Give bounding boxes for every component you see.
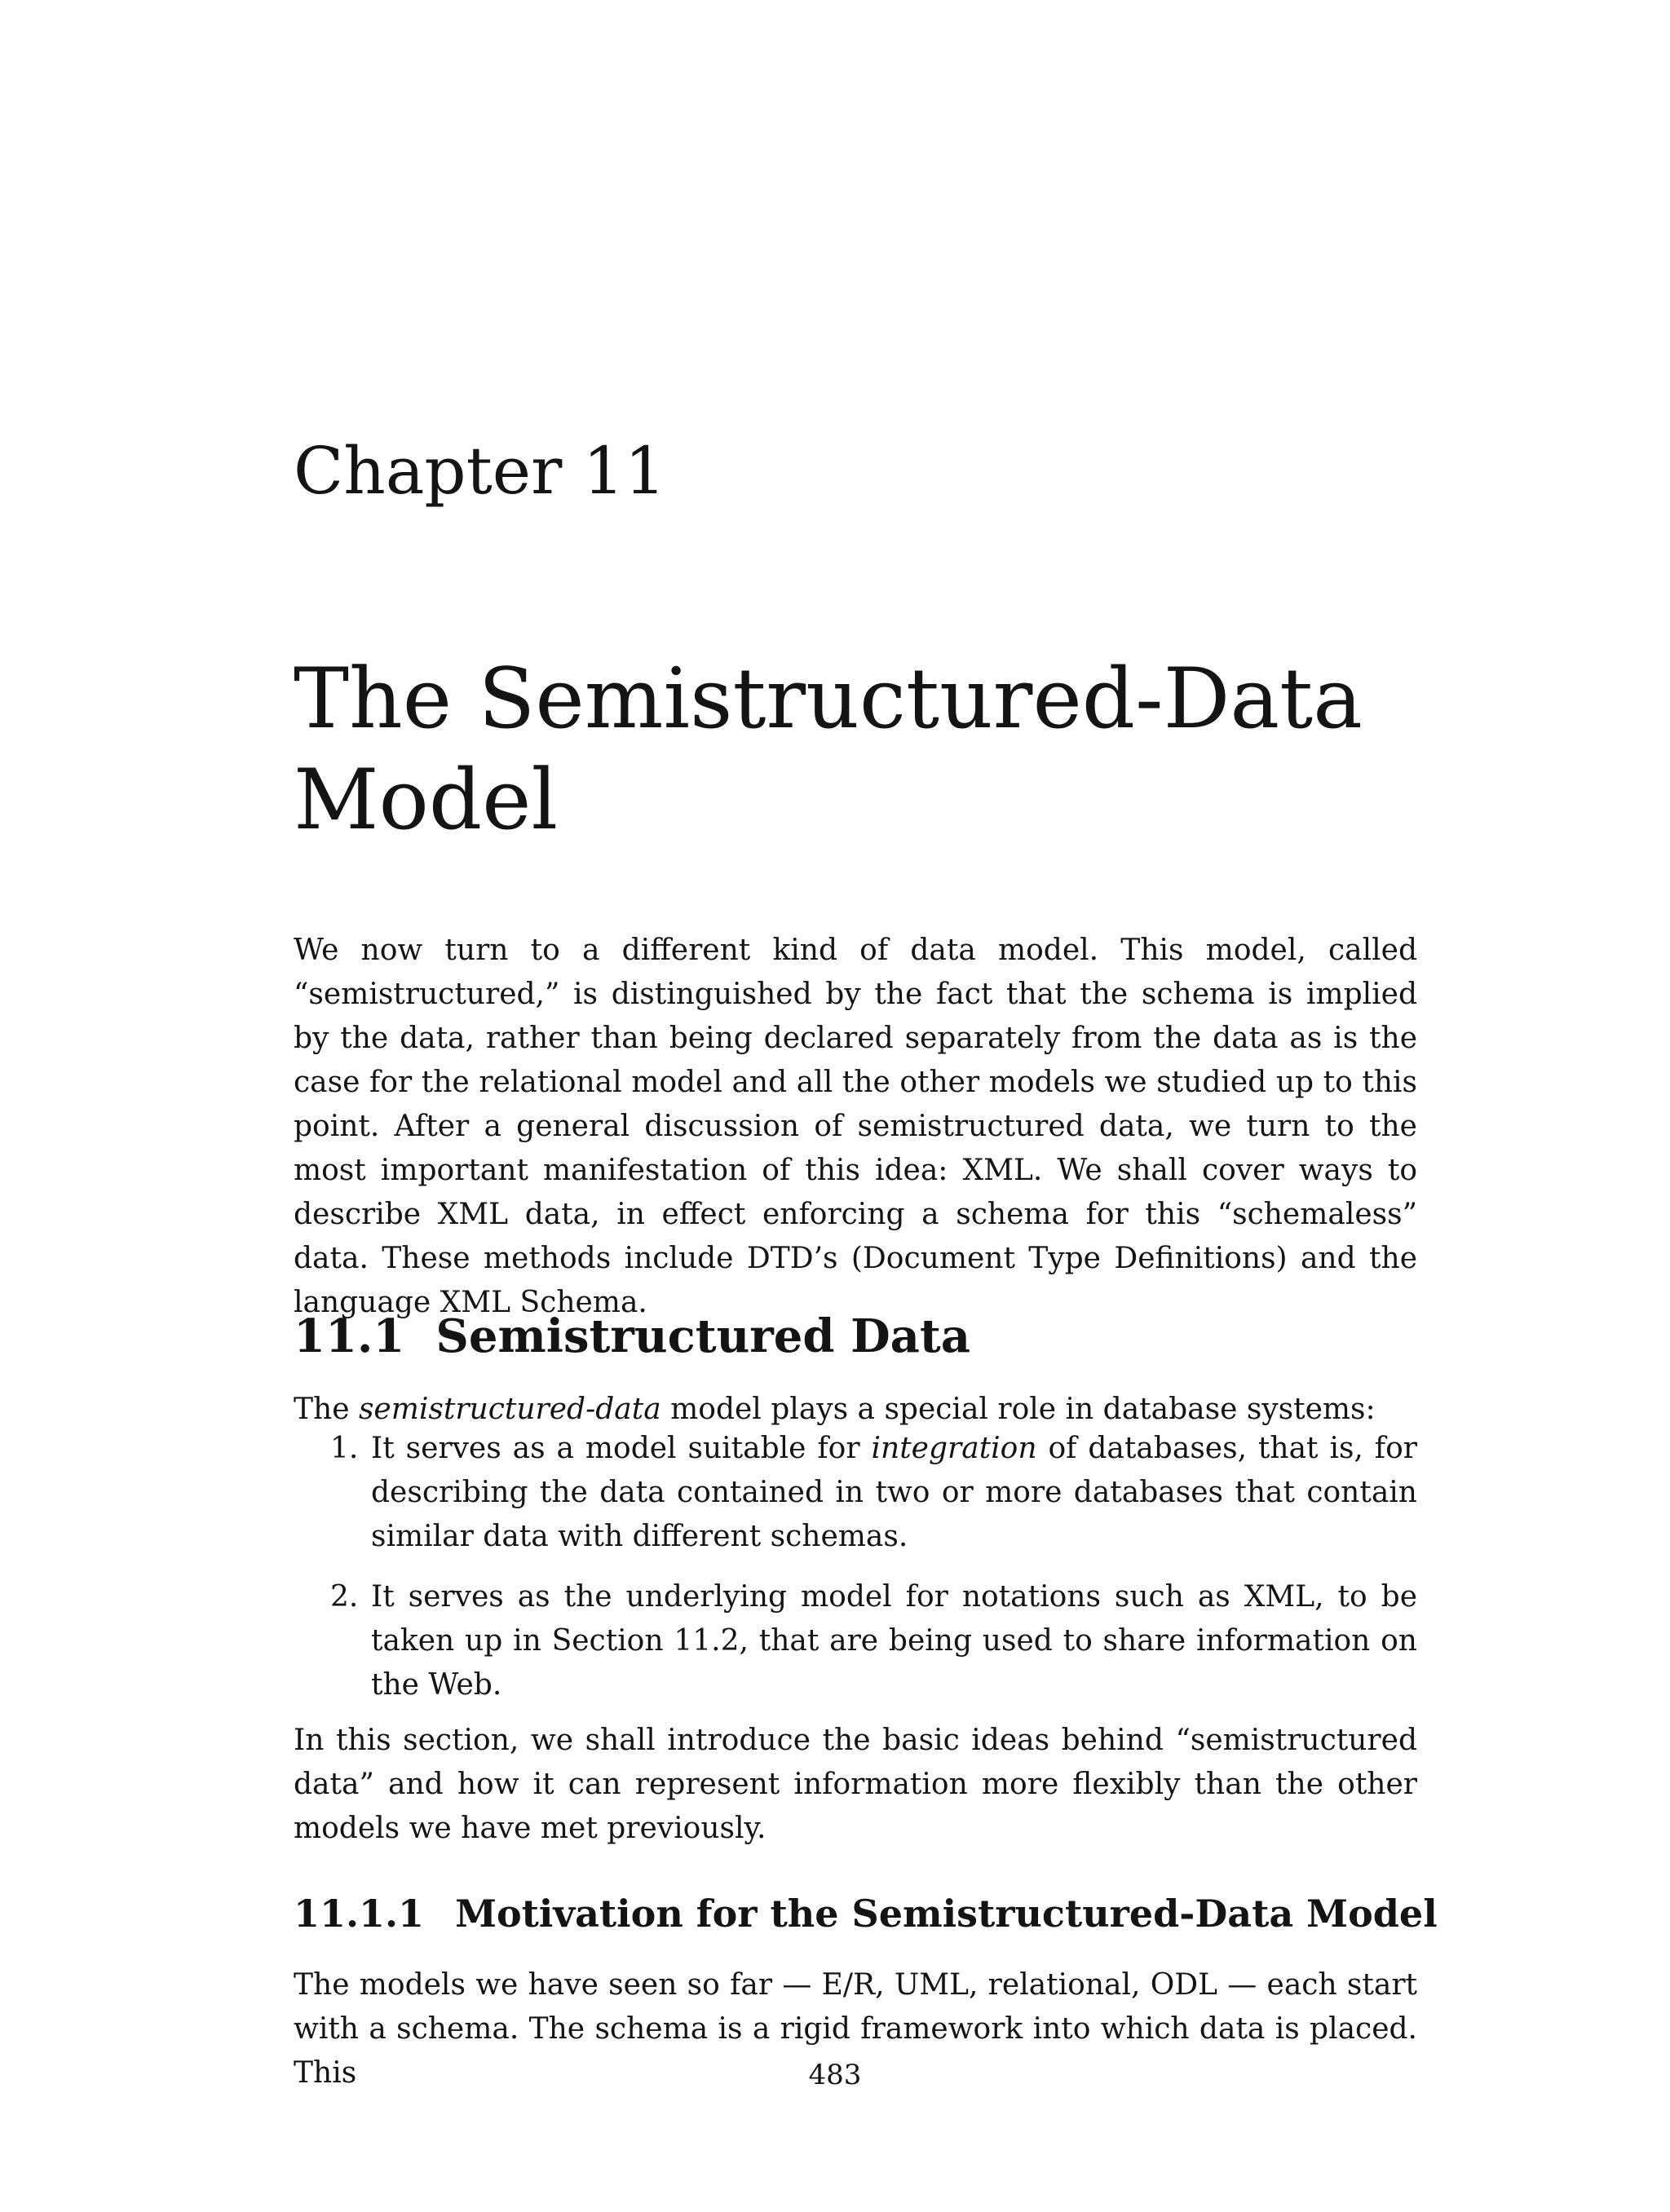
section-11-1-intro (294, 1388, 1417, 1432)
section-11-1-intro-suffix: model plays a special role in database systems: (660, 1393, 1376, 1426)
section-11-1-number: 11.1 (294, 1309, 405, 1364)
section-11-1-closing-paragraph: In this section, we shall introduce the basic ideas behind “semistructured data” and how it can represent information more flexibly than the other models we have met previously. (294, 1724, 1417, 1845)
section-11-1-heading (294, 1309, 971, 1364)
chapter-intro-paragraph: We now turn to a different kind of data model. This model, called “semistructured,” is distinguished by the fact that the schema is implied by the data, rather than being declared separately from the data as is the case for the relational model and all the other models we studied up to this point. After a general discussion of semistructured data, we turn to the most important manifestation of this idea: XML. We shall cover ways to describe XML data, in effect enforcing a schema for this “schemaless” data. These methods include DTD’s (Document Type Definitions) and the language XML Schema. (294, 934, 1417, 1319)
role-list (294, 1427, 1417, 1707)
section-11-1-1-heading (294, 1892, 1438, 1936)
chapter-label: Chapter 11 (294, 433, 666, 509)
integration-term: integration (871, 1432, 1037, 1465)
motivation-paragraph: The models we have seen so far — E/R, UML, relational, ODL — each start with a schema. The schema is a rigid framework into which data is placed. This (294, 1968, 1417, 2090)
section-11-1-title: Semistructured Data (435, 1309, 971, 1364)
section-11-1-1-title: Motivation for the Semistructured-Data Model (455, 1892, 1438, 1936)
section-11-1-intro-prefix: The (294, 1393, 359, 1426)
list-item-number: 2. (330, 1580, 359, 1614)
page-number: 483 (808, 2059, 862, 2091)
list-item-text: It serves as the underlying model for notations such as XML, to be taken up in Section 11.2, that are being used to share information on the Web. (371, 1580, 1417, 1702)
semistructured-data-term: semistructured-data (358, 1393, 661, 1426)
list-item-number: 1. (330, 1432, 359, 1465)
chapter-title: The Semistructured-Data Model (294, 651, 1363, 850)
list-item (330, 1427, 1417, 1559)
list-item-prefix: It serves as a model suitable for (371, 1432, 872, 1465)
list-item-suffix: of databases, that is, for describing the data contained in two or more databases that contain similar data with different schemas. (371, 1432, 1417, 1553)
section-11-1-1-number: 11.1.1 (294, 1892, 425, 1936)
list-item (330, 1575, 1417, 1707)
